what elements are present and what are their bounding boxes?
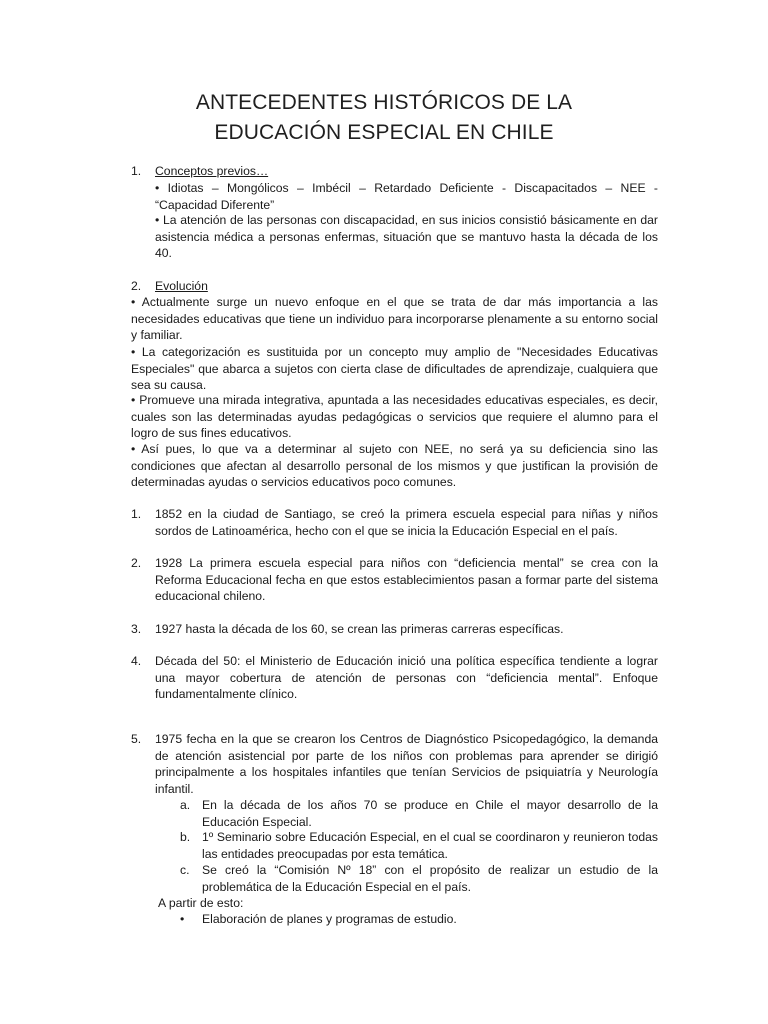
section-1-bullet-1: • Idiotas – Mongólicos – Imbécil – Retardado Deficiente - Discapacitados – NEE - “Capacidad Diferente” <box>155 181 658 212</box>
section-1-heading: Conceptos previos… <box>155 164 269 178</box>
section-2-bullet-1: • Actualmente surge un nuevo enfoque en el que se trata de dar más importancia a las necesidades educativas que tiene un individuo para incorporarse plenamente a su entorno social y familiar. <box>131 295 658 343</box>
section-2-bullet-3: • Promueve una mirada integrativa, apuntada a las necesidades educativas especiales, es decir, cuales son las determinadas ayudas pedagógicas o servicios que requiere el alumno para el logro de sus fines educativos. <box>131 393 658 441</box>
section-2-heading: Evolución <box>155 279 208 293</box>
sub-item-b-text: 1º Seminario sobre Educación Especial, en el cual se coordinaron y reunieron todas las entidades preocupadas por esta temática. <box>202 830 658 861</box>
section-2-bullet-2: • La categorización es sustituida por un concepto muy amplio de "Necesidades Educativas Especiales" que abarca a sujetos con cierta clase de dificultades de aprendizaje, cualquiera que sea su causa. <box>131 345 658 393</box>
title-line-2: EDUCACIÓN ESPECIAL EN CHILE <box>214 121 554 144</box>
section-1-number: 1. <box>131 164 142 178</box>
timeline-item-3-text: 1927 hasta la década de los 60, se crean las primeras carreras específicas. <box>155 622 564 636</box>
timeline-item-4-text: Década del 50: el Ministerio de Educación inició una política específica tendiente a lograr una mayor cobertura de atención de personas con “deficiencia mental”. Enfoque fundamentalmente clínico. <box>155 654 658 702</box>
after-bullet-1-text: Elaboración de planes y programas de estudio. <box>202 912 457 926</box>
section-2-bullet-4: • Así pues, lo que va a determinar al sujeto con NEE, no será ya su deficiencia sino las condiciones que afectan al desarrollo personal de los mismos y que justifican la provisión de determinadas ayudas o servicios educativos poco comunes. <box>131 442 658 490</box>
sub-item-c-text: Se creó la “Comisión Nº 18” con el propósito de realizar un estudio de la problemática de la Educación Especial en el país. <box>202 863 658 894</box>
timeline-item-5-text: 1975 fecha en la que se crearon los Centros de Diagnóstico Psicopedagógico, la demanda de atención asistencial por parte de los niños con problemas para aprender se dirigió principalmente a los hospitales infantiles que tenían Servicios de psiquiatría y Neurología infantil. <box>155 732 658 796</box>
page-title <box>0 88 768 148</box>
title-line-1: ANTECEDENTES HISTÓRICOS DE LA <box>195 91 573 114</box>
timeline-item-4-number: 4. <box>131 654 142 668</box>
timeline-item-1-number: 1. <box>131 507 142 521</box>
sub-item-a-letter: a. <box>180 798 191 812</box>
sub-item-b-letter: b. <box>180 830 191 844</box>
section-2-number: 2. <box>131 279 142 293</box>
timeline-item-5-number: 5. <box>131 732 142 746</box>
after-bullet-symbol: • <box>180 912 185 926</box>
after-label: A partir de esto: <box>158 896 244 910</box>
sub-item-c-letter: c. <box>180 863 190 877</box>
timeline-item-1-text: 1852 en la ciudad de Santiago, se creó la primera escuela especial para niñas y niños sordos de Latinoamérica, hecho con el que se inicia la Educación Especial en el país. <box>155 507 658 538</box>
timeline-item-3-number: 3. <box>131 622 142 636</box>
timeline-item-2-text: 1928 La primera escuela especial para niños con “deficiencia mental” se crea con la Reforma Educacional fecha en que estos establecimientos pasan a formar parte del sistema educacional chileno. <box>155 556 658 604</box>
timeline-item-2-number: 2. <box>131 556 142 570</box>
sub-item-a-text: En la década de los años 70 se produce en Chile el mayor desarrollo de la Educación Especial. <box>202 798 658 829</box>
section-1-bullet-2: • La atención de las personas con discapacidad, en sus inicios consistió básicamente en dar asistencia médica a personas enfermas, situación que se mantuvo hasta la década de los 40. <box>155 213 658 261</box>
